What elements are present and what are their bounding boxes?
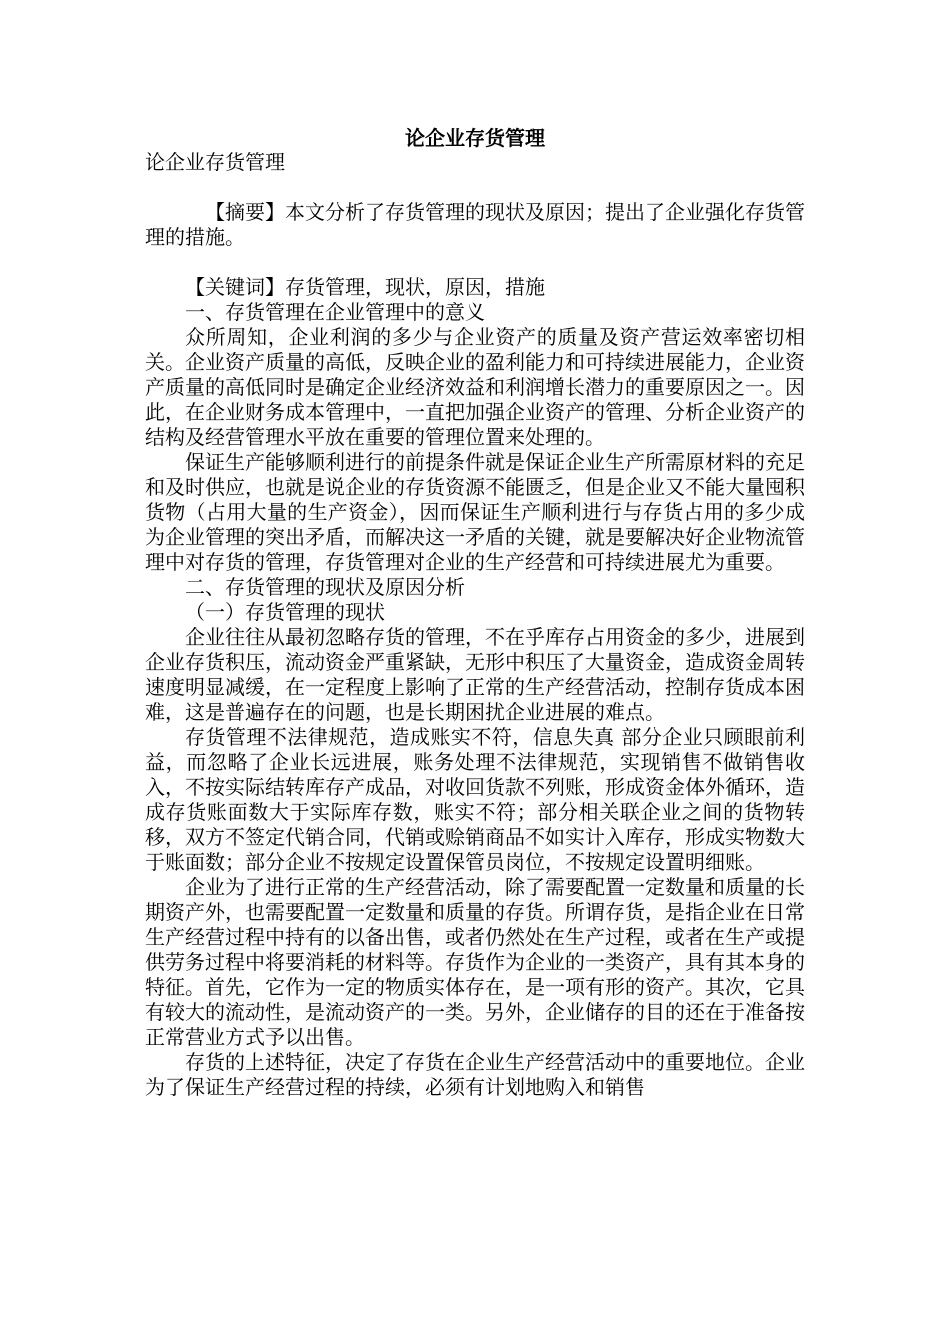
section-2-paragraph-4: 存货的上述特征，决定了存货在企业生产经营活动中的重要地位。企业为了保证生产经营过程的持续，必须有计划地购入和销售 <box>145 1050 805 1099</box>
document-body <box>145 150 805 1100</box>
section-2-heading: 二、存货管理的现状及原因分析 <box>185 575 465 599</box>
section-2-paragraph-3: 企业为了进行正常的生产经营活动，除了需要配置一定数量和质量的长期资产外，也需要配置一定数量和质量的存货。所谓存货，是指企业在日常生产经营过程中持有的以备出售，或者仍然处在生产过程，或者在生产或提供劳务过程中将要消耗的材料等。存货作为企业的一类资产，具有其本身的特征。首先，它作为一定的物质实体存在，是一项有形的资产。其次，它具有较大的流动性，是流动资产的一类。另外，企业储存的目的还在于准备按正常营业方式予以出售。 <box>145 875 805 1049</box>
document-subtitle: 论企业存货管理 <box>145 150 285 174</box>
section-2-paragraph-2: 存货管理不法律规范，造成账实不符，信息失真 部分企业只顾眼前利益，而忽略了企业长远进展，账务处理不法律规范，实现销售不做销售收入，不按实际结转库存产成品，对收回货款不列账，形成资金体外循环，造成存货账面数大于实际库存数，账实不符；部分相关联企业之间的货物转移，双方不签定代销合同，代销或赊销商品不如实计入库存，形成实物数大于账面数；部分企业不按规定设置保管员岗位，不按规定设置明细账。 <box>145 725 805 874</box>
section-1-paragraph-2: 保证生产能够顺利进行的前提条件就是保证企业生产所需原材料的充足和及时供应，也就是说企业的存货资源不能匮乏，但是企业又不能大量囤积货物（占用大量的生产资金），因而保证生产顺利进行与存货占用的多少成为企业管理的突出矛盾，而解决这一矛盾的关键，就是要解决好企业物流管理中对存货的管理，存货管理对企业的生产经营和可持续进展尤为重要。 <box>145 450 805 574</box>
section-2-paragraph-1: 企业往往从最初忽略存货的管理，不在乎库存占用资金的多少，进展到企业存货积压，流动资金严重紧缺，无形中积压了大量资金，造成资金周转速度明显减缓，在一定程度上影响了正常的生产经营活动，控制存货成本困难，这是普遍存在的问题，也是长期困扰企业进展的难点。 <box>145 625 805 724</box>
keywords-paragraph: 【关键词】存货管理，现状，原因，措施 <box>185 275 545 299</box>
section-2-subheading-1: （一）存货管理的现状 <box>185 600 385 624</box>
section-1-paragraph-1: 众所周知，企业利润的多少与企业资产的质量及资产营运效率密切相关。企业资产质量的高低，反映企业的盈利能力和可持续进展能力，企业资产质量的高低同时是确定企业经济效益和利润增长潜力的重要原因之一。因此，在企业财务成本管理中，一直把加强企业资产的管理、分析企业资产的结构及经营管理水平放在重要的管理位置来处理的。 <box>145 325 805 449</box>
section-1-heading: 一、存货管理在企业管理中的意义 <box>185 300 485 324</box>
document-title: 论企业存货管理 <box>405 126 545 150</box>
abstract-paragraph: 【摘要】本文分析了存货管理的现状及原因；提出了企业强化存货管理的措施。 <box>145 200 805 249</box>
